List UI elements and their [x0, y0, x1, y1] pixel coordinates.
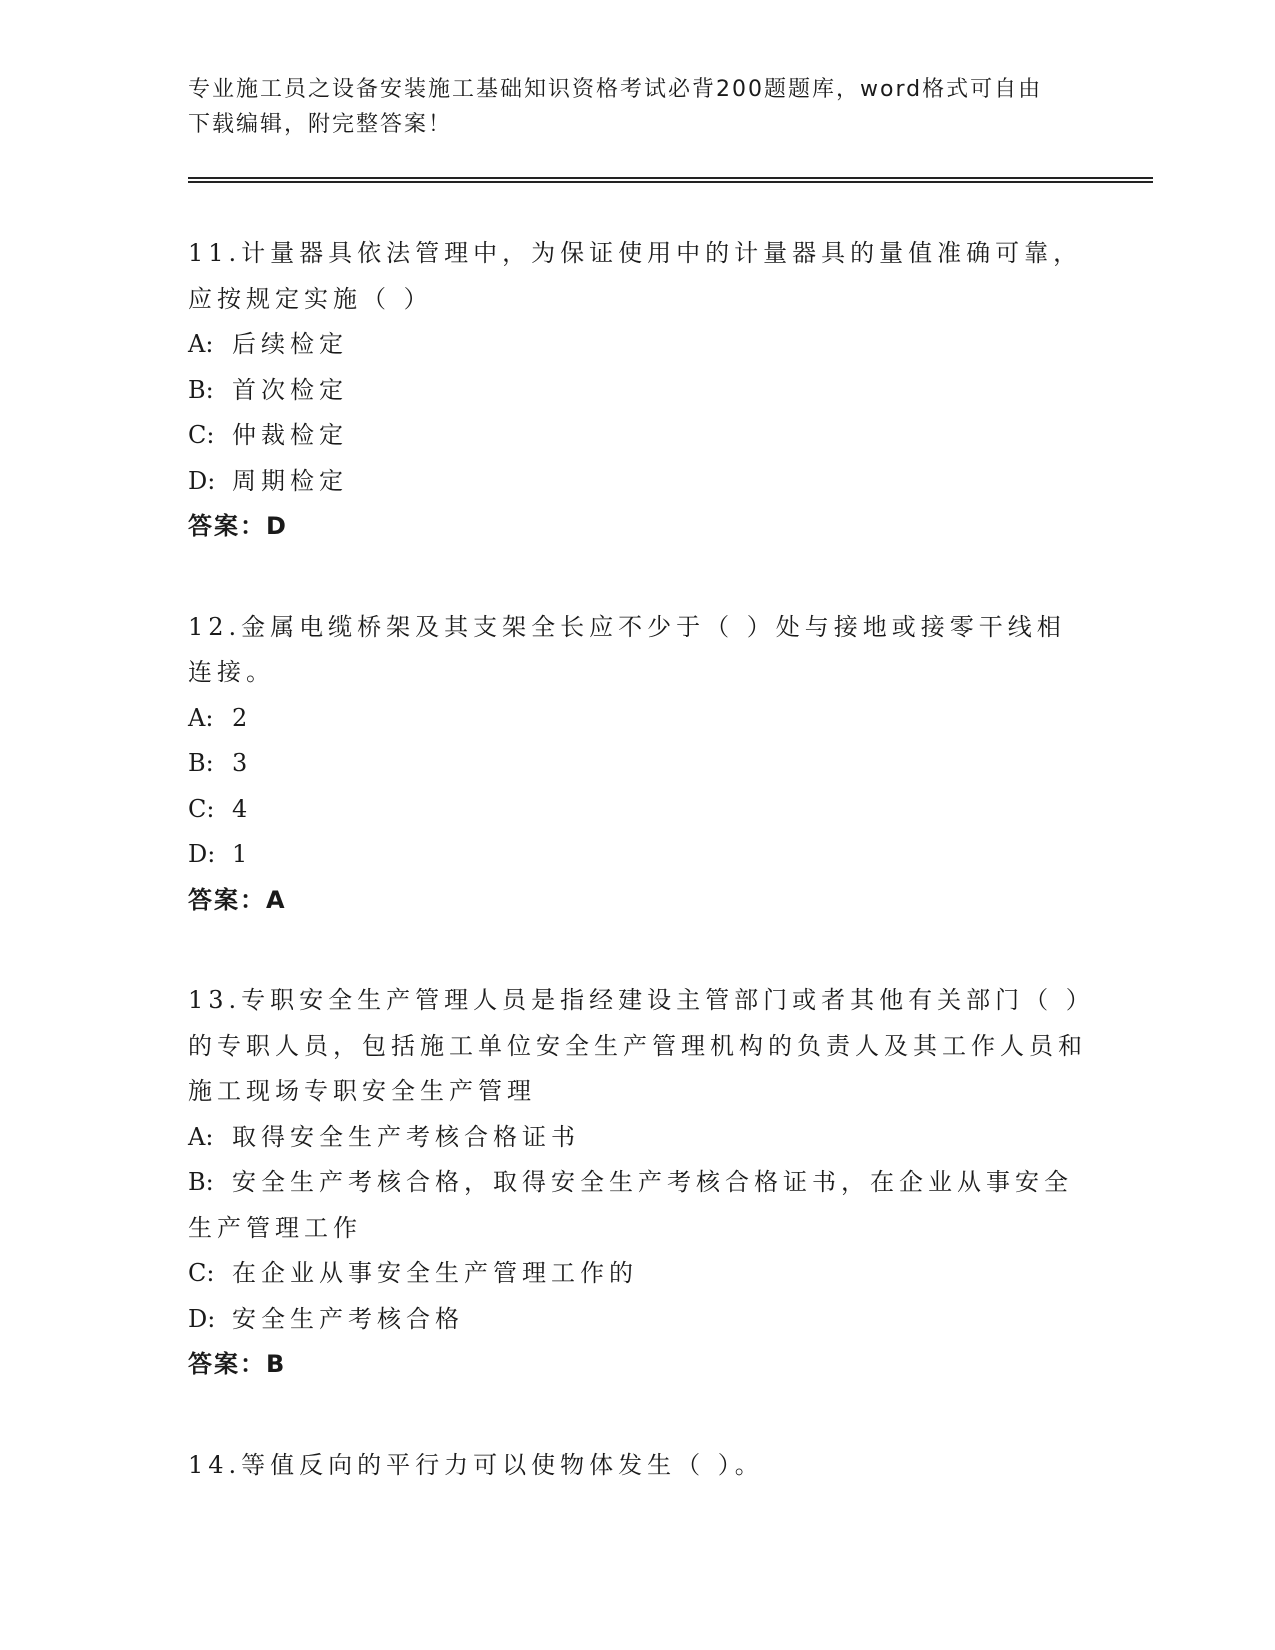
option-letter: D:	[188, 1304, 216, 1333]
question-text: 11.计量器具依法管理中，为保证使用中的计量器具的量值准确可靠，应按规定实施（ ）	[188, 239, 1083, 313]
option-b	[188, 1160, 1088, 1251]
option-text: 3	[232, 749, 253, 777]
option-d	[188, 832, 1088, 878]
option-a	[188, 696, 1088, 742]
question-text: 12.金属电缆桥架及其支架全长应不少于（ ）处与接地或接零干线相连接。	[188, 612, 1066, 686]
option-d	[188, 459, 1088, 505]
header-line-2: 下载编辑，附完整答案！	[188, 112, 453, 137]
option-letter: A:	[188, 703, 214, 732]
option-letter: A:	[188, 1122, 214, 1151]
option-letter: B:	[188, 749, 214, 777]
option-text: 2	[232, 703, 253, 732]
option-c	[188, 787, 1088, 833]
answer-label: 答案：D	[188, 512, 288, 540]
answer-label: 答案：B	[188, 1350, 287, 1378]
header-line-1: 专业施工员之设备安装施工基础知识资格考试必背200题题库，word格式可自由	[188, 77, 1043, 102]
option-letter: B:	[188, 375, 214, 404]
option-text: 取得安全生产考核合格证书	[232, 1122, 580, 1151]
option-a	[188, 1115, 1088, 1161]
option-text: 后续检定	[232, 330, 348, 358]
question-text: 14.等值反向的平行力可以使物体发生（ ）。	[188, 1450, 764, 1479]
answer-label: 答案：A	[188, 885, 287, 914]
question-list	[188, 231, 1088, 1543]
option-letter: D:	[188, 466, 216, 495]
question-11	[188, 231, 1088, 550]
option-b	[188, 741, 1088, 787]
header-divider	[188, 177, 1153, 183]
option-letter: A:	[188, 330, 214, 358]
question-13	[188, 978, 1088, 1388]
option-d	[188, 1297, 1088, 1343]
option-letter: C:	[188, 421, 215, 449]
option-text: 1	[232, 840, 253, 868]
option-text: 4	[232, 794, 253, 823]
question-text: 13.专职安全生产管理人员是指经建设主管部门或者其他有关部门（ ）的专职人员，包括施工单位安全生产管理机构的负责人及其工作人员和施工现场专职安全生产管理	[188, 986, 1087, 1105]
option-text: 安全生产考核合格	[232, 1304, 464, 1333]
option-c	[188, 413, 1088, 459]
option-text: 在企业从事安全生产管理工作的	[232, 1259, 638, 1287]
option-text: 首次检定	[232, 375, 348, 404]
option-letter: C:	[188, 1259, 215, 1287]
option-c	[188, 1251, 1088, 1297]
document-header	[188, 72, 1068, 142]
option-text: 仲裁检定	[232, 421, 348, 449]
question-12	[188, 605, 1088, 924]
option-a	[188, 322, 1088, 368]
option-text: 周期检定	[232, 466, 348, 495]
option-b	[188, 368, 1088, 414]
option-text: 安全生产考核合格，取得安全生产考核合格证书，在企业从事安全生产管理工作	[188, 1168, 1073, 1242]
option-letter: C:	[188, 794, 215, 823]
question-14	[188, 1443, 1088, 1489]
option-letter: B:	[188, 1168, 214, 1196]
option-letter: D:	[188, 840, 216, 868]
